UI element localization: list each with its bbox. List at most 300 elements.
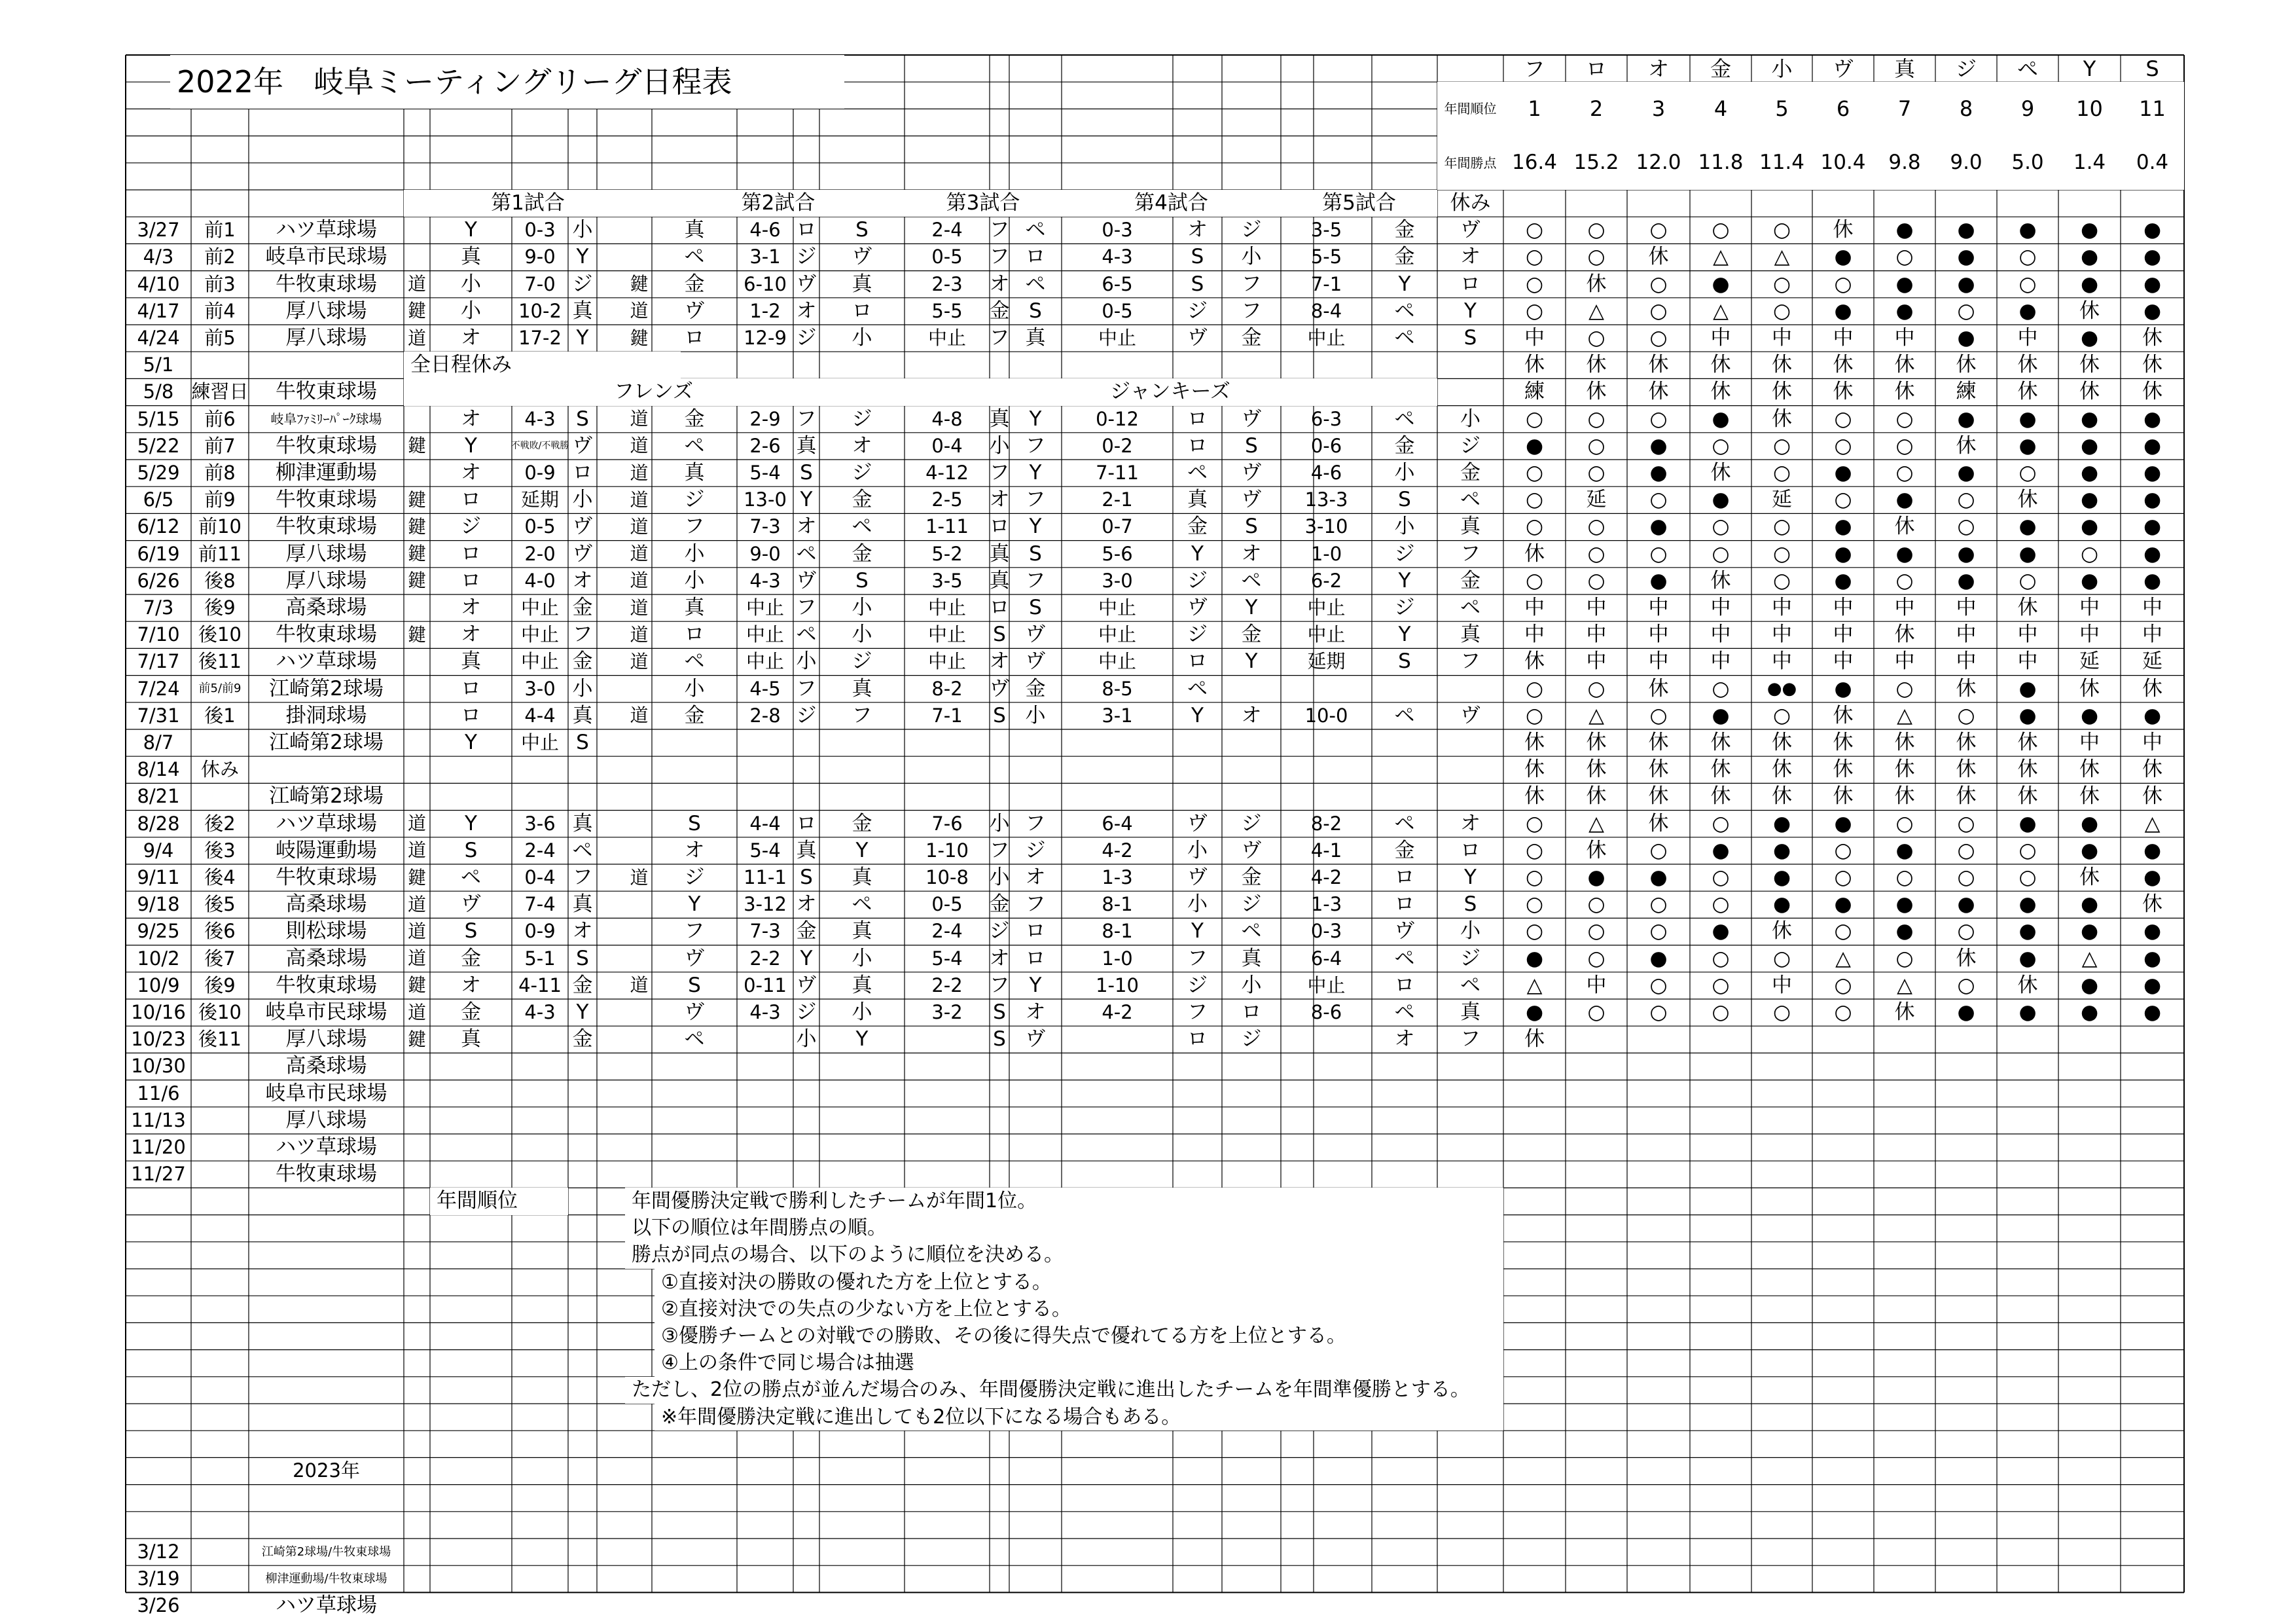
team-result: 中 bbox=[2017, 649, 2038, 674]
next-year-venue: 江崎第2球場/牛牧東球場 bbox=[261, 1544, 391, 1559]
match-score: 4-3 bbox=[749, 1001, 781, 1024]
match-away: ロ bbox=[1187, 1027, 1208, 1051]
match-home: オ bbox=[1025, 1000, 1046, 1025]
match-score: 中止 bbox=[927, 623, 966, 646]
row-rest: 小 bbox=[1460, 407, 1480, 431]
gk-mark: 鍵 bbox=[407, 435, 426, 457]
match-score: 8-4 bbox=[1310, 299, 1342, 322]
match-score: 中止 bbox=[1098, 650, 1136, 673]
match-score: 2-1 bbox=[1102, 488, 1133, 511]
team-result: 休 bbox=[2079, 866, 2100, 890]
team-result: 休 bbox=[1648, 676, 1669, 701]
match-away: ペ bbox=[1394, 326, 1415, 350]
match-score: 4-2 bbox=[1102, 839, 1133, 862]
team-result: 中 bbox=[2017, 326, 2038, 350]
match-score: 11-1 bbox=[744, 866, 787, 889]
team-result: △ bbox=[2144, 811, 2161, 835]
match-home: オ bbox=[461, 461, 481, 485]
team-result: ○ bbox=[1587, 892, 1605, 917]
team-result: △ bbox=[1713, 299, 1729, 323]
team-result: ○ bbox=[1895, 407, 1914, 431]
match-score: 8-5 bbox=[1102, 677, 1133, 700]
team-result: 中 bbox=[2079, 731, 2100, 755]
team-result: 休 bbox=[2079, 676, 2100, 701]
match-score: 6-4 bbox=[1102, 812, 1133, 835]
match-away: S bbox=[576, 946, 589, 970]
match-away: 小 bbox=[1187, 892, 1208, 917]
match-score: 0-3 bbox=[1102, 219, 1133, 242]
match-score: 中止 bbox=[1307, 623, 1346, 646]
match-home: S bbox=[688, 973, 701, 997]
match-away: ロ bbox=[1187, 649, 1208, 674]
match-away: ロ bbox=[1394, 866, 1415, 890]
team-result: ● bbox=[2080, 892, 2099, 917]
row-round: 後3 bbox=[204, 839, 236, 862]
match-home: オ bbox=[461, 326, 481, 350]
team-result: 休 bbox=[1956, 676, 1977, 701]
next-year-date: 3/26 bbox=[137, 1594, 180, 1617]
match-home: フ bbox=[684, 515, 705, 539]
match-score: 中止 bbox=[927, 650, 966, 673]
match-away: S bbox=[800, 866, 813, 890]
team-result: 休 bbox=[2017, 973, 2038, 997]
match-home: 金 bbox=[461, 946, 481, 970]
match-away: ジ bbox=[1394, 596, 1415, 620]
match-home: ペ bbox=[684, 1027, 705, 1051]
team-result: ● bbox=[1834, 461, 1852, 485]
match-away: ジ bbox=[572, 272, 593, 296]
match-score: 4-11 bbox=[518, 974, 562, 996]
match-score: 0-5 bbox=[931, 893, 963, 916]
match-home: 真 bbox=[461, 649, 481, 674]
team-result: 休 bbox=[2142, 676, 2162, 701]
match-away: フ bbox=[1187, 1000, 1208, 1025]
team-result: ○ bbox=[1895, 461, 1914, 485]
match-score: 4-4 bbox=[749, 812, 781, 835]
row-date: 10/9 bbox=[137, 974, 180, 996]
team-result: ● bbox=[1834, 568, 1852, 593]
team-result: ○ bbox=[1649, 407, 1668, 431]
team-result: 休 bbox=[1772, 407, 1792, 431]
match-away: S bbox=[1398, 649, 1411, 674]
team-result: ● bbox=[1834, 892, 1852, 917]
team-result: ● bbox=[2018, 1000, 2037, 1025]
team-result: 中 bbox=[1648, 649, 1669, 674]
match-score: 12-9 bbox=[744, 327, 787, 350]
match-away: 小 bbox=[572, 488, 593, 512]
team-result: 中 bbox=[1772, 596, 1792, 620]
match-away: ジ bbox=[1187, 623, 1208, 647]
match-away: オ bbox=[572, 919, 593, 943]
match-home: ジ bbox=[1241, 218, 1262, 242]
team-result: ● bbox=[2143, 866, 2162, 890]
gk-mark: 鍵 bbox=[407, 300, 426, 322]
match-away: 金 bbox=[989, 892, 1010, 917]
team-result: ● bbox=[2080, 568, 2099, 593]
gk-mark: 鍵 bbox=[630, 327, 649, 349]
team-points: 10.4 bbox=[1812, 136, 1874, 190]
team-result: ○ bbox=[1834, 919, 1852, 943]
team-result: ○ bbox=[1525, 272, 1544, 296]
gk-mark: 鍵 bbox=[407, 515, 426, 538]
row-date: 9/25 bbox=[137, 920, 180, 943]
team-result: ● bbox=[1712, 919, 1730, 943]
row-venue: 牛牧東球場 bbox=[276, 623, 377, 647]
match-away: S bbox=[1398, 488, 1411, 512]
match-score: 8-2 bbox=[931, 677, 963, 700]
team-result: ○ bbox=[1712, 811, 1730, 835]
match-home: フ bbox=[684, 919, 705, 943]
match-score: 8-6 bbox=[1310, 1001, 1342, 1024]
match-score: 6-3 bbox=[1310, 407, 1342, 430]
match-away: 真 bbox=[1187, 488, 1208, 512]
row-date: 8/14 bbox=[137, 758, 180, 781]
team-result: 中 bbox=[2017, 623, 2038, 647]
row-date: 7/17 bbox=[137, 650, 180, 673]
team-result: 休 bbox=[1833, 757, 1854, 782]
match-away: ロ bbox=[1187, 407, 1208, 431]
team-result: ● bbox=[1712, 838, 1730, 862]
match-away: フ bbox=[989, 838, 1010, 862]
match-away: 小 bbox=[989, 866, 1010, 890]
match-score: 9-0 bbox=[749, 542, 781, 565]
team-result: ○ bbox=[1895, 676, 1914, 701]
match-away: フ bbox=[572, 623, 593, 647]
row-venue: 岐阜市民球場 bbox=[265, 245, 387, 269]
team-result: 休 bbox=[2079, 757, 2100, 782]
team-result: 延 bbox=[1586, 488, 1607, 512]
row-round: 前8 bbox=[204, 462, 236, 484]
team-result: ● bbox=[2018, 433, 2037, 458]
match-score: 3-10 bbox=[1304, 515, 1348, 538]
match-away: ジ bbox=[1187, 568, 1208, 593]
team-result: 中 bbox=[2142, 623, 2162, 647]
match-home: ロ bbox=[461, 703, 481, 727]
row-round: 前7 bbox=[204, 434, 236, 457]
note-line: ④上の条件で同じ場合は抽選 bbox=[655, 1350, 1503, 1377]
team-result: ○ bbox=[1895, 866, 1914, 890]
match-home: 真 bbox=[461, 245, 481, 269]
team-result: 休 bbox=[1524, 1027, 1545, 1051]
match-home: ジ bbox=[852, 649, 872, 674]
match-home: S bbox=[855, 568, 869, 593]
team-result: ● bbox=[1712, 407, 1730, 431]
row-venue: 厚八球場 bbox=[285, 1108, 367, 1132]
team-rank: 4 bbox=[1690, 82, 1751, 136]
team-result: ○ bbox=[1525, 515, 1544, 539]
team-result: 休 bbox=[2079, 353, 2100, 377]
row-rest: ロ bbox=[1460, 272, 1480, 296]
row-venue: 高桑球場 bbox=[285, 892, 367, 917]
team-abbr: フ bbox=[1524, 56, 1545, 81]
gk-mark: 鍵 bbox=[407, 570, 426, 592]
match-away: 金 bbox=[1394, 218, 1415, 242]
row-venue: ハツ草球場 bbox=[276, 1135, 377, 1159]
row-date: 11/27 bbox=[131, 1163, 186, 1186]
match-score: 9-0 bbox=[524, 246, 556, 268]
match-away: 小 bbox=[989, 433, 1010, 458]
match-score: 5-6 bbox=[1102, 542, 1133, 565]
row-venue: 岐陽運動場 bbox=[276, 838, 377, 862]
match-away: ヴ bbox=[572, 515, 593, 539]
gk-mark: 鍵 bbox=[407, 488, 426, 511]
gk-mark: 鍵 bbox=[407, 866, 426, 888]
row-date: 5/1 bbox=[143, 354, 174, 376]
note-line: ただし、2位の勝点が並んだ場合のみ、年間優勝決定戦に進出したチームを年間準優勝とする。 bbox=[625, 1377, 1503, 1404]
team-result: ○ bbox=[1649, 973, 1668, 997]
match-home: ペ bbox=[684, 433, 705, 458]
team-result: ○ bbox=[2080, 541, 2099, 566]
match-home: フ bbox=[1025, 811, 1046, 835]
match-score: 6-4 bbox=[1310, 947, 1342, 970]
team-points: 12.0 bbox=[1627, 136, 1690, 190]
match-score: 中止 bbox=[1098, 596, 1136, 619]
match-home: 金 bbox=[1241, 623, 1262, 647]
match-home: ジ bbox=[1241, 1027, 1262, 1051]
match-away: ペ bbox=[796, 623, 817, 647]
match-away: ペ bbox=[1394, 407, 1415, 431]
match-score: 5-4 bbox=[749, 839, 781, 862]
team-result: ○ bbox=[1712, 433, 1730, 458]
team-result: ○ bbox=[1525, 811, 1544, 835]
match-home: オ bbox=[461, 596, 481, 620]
match-score: 7-1 bbox=[1310, 272, 1342, 295]
team-result: ○ bbox=[1834, 433, 1852, 458]
match-score: 2-4 bbox=[524, 839, 556, 862]
team-points: 5.0 bbox=[1997, 136, 2058, 190]
team-result: ● bbox=[1712, 272, 1730, 296]
match-score: 4-3 bbox=[749, 569, 781, 592]
team-result: 休 bbox=[1772, 731, 1792, 755]
match-score: 不戦敗/不戦勝 bbox=[511, 441, 569, 452]
match-score: 4-4 bbox=[524, 704, 556, 727]
team-result: 休 bbox=[1833, 731, 1854, 755]
match-score: 7-4 bbox=[524, 893, 556, 916]
team-result: ● bbox=[1895, 919, 1914, 943]
match-home: ペ bbox=[852, 515, 872, 539]
friends-label: フレンズ bbox=[404, 378, 903, 405]
match-away: 真 bbox=[796, 433, 817, 458]
match-home: ペ bbox=[1241, 919, 1262, 943]
match-away: ヴ bbox=[796, 272, 817, 296]
team-result: 休 bbox=[1772, 380, 1792, 404]
row-round: 後6 bbox=[204, 920, 236, 943]
team-result: △ bbox=[2081, 946, 2098, 970]
gk-mark: 道 bbox=[407, 839, 426, 862]
match-away: ジ bbox=[796, 326, 817, 350]
team-result: ○ bbox=[1525, 703, 1544, 727]
match-home: ヴ bbox=[1025, 649, 1046, 674]
team-result: 中 bbox=[1894, 326, 1915, 350]
match-home: オ bbox=[461, 973, 481, 997]
match-score: 4-12 bbox=[925, 462, 969, 484]
gk-mark: 道 bbox=[630, 462, 649, 484]
team-abbr: 小 bbox=[1771, 56, 1793, 81]
team-result: 中 bbox=[1956, 596, 1977, 620]
team-result: 休 bbox=[1956, 784, 1977, 809]
match-away: 金 bbox=[572, 973, 593, 997]
match-away: Y bbox=[800, 946, 813, 970]
match-away: ヴ bbox=[1394, 919, 1415, 943]
match-home: ロ bbox=[461, 676, 481, 701]
row-venue: 岐阜ﾌｧﾐﾘｰﾊﾟｰｸ球場 bbox=[270, 411, 382, 428]
match-score: 6-2 bbox=[1310, 569, 1342, 592]
match-home: 小 bbox=[852, 1000, 872, 1025]
match-score: 1-0 bbox=[1102, 947, 1133, 970]
team-result: 休 bbox=[1648, 245, 1669, 269]
team-result: 中 bbox=[1833, 623, 1854, 647]
match-away: 真 bbox=[989, 541, 1010, 566]
match-home: 金 bbox=[684, 703, 705, 727]
team-result: ● bbox=[1834, 541, 1852, 566]
team-result: 休 bbox=[1833, 784, 1854, 809]
next-year-venue: 柳津運動場/牛牧東球場 bbox=[265, 1571, 387, 1586]
team-result: ○ bbox=[1772, 703, 1791, 727]
row-venue: ハツ草球場 bbox=[276, 218, 377, 242]
note-line: ②直接対決での失点の少ない方を上位とする。 bbox=[655, 1296, 1503, 1322]
team-result: 休 bbox=[1894, 1000, 1915, 1025]
team-result: ○ bbox=[1587, 433, 1605, 458]
row-round bbox=[191, 1107, 249, 1134]
team-result: 休 bbox=[2142, 326, 2162, 350]
match-home: ヴ bbox=[684, 946, 705, 970]
match-away: フ bbox=[989, 218, 1010, 242]
team-result: ● bbox=[1895, 299, 1914, 323]
team-result: ○ bbox=[2018, 866, 2037, 890]
match-home: ペ bbox=[461, 866, 481, 890]
match-home: 小 bbox=[852, 623, 872, 647]
team-result: ● bbox=[1772, 838, 1791, 862]
match-score: 0-5 bbox=[931, 246, 963, 268]
gk-mark: 道 bbox=[630, 650, 649, 672]
team-result: ● bbox=[2080, 272, 2099, 296]
match-home: 真 bbox=[852, 272, 872, 296]
team-result: ● bbox=[1772, 892, 1791, 917]
team-result: ○ bbox=[1649, 703, 1668, 727]
team-result: ● bbox=[2143, 245, 2162, 269]
row-date: 4/10 bbox=[137, 272, 180, 295]
jankees-label: ジャンキーズ bbox=[903, 378, 1437, 405]
match-score: 中止 bbox=[927, 596, 966, 619]
team-result: ○ bbox=[1895, 433, 1914, 458]
team-result: ● bbox=[2143, 568, 2162, 593]
match-home: Y bbox=[465, 433, 477, 458]
row-venue: 牛牧東球場 bbox=[276, 433, 377, 458]
team-result: ● bbox=[1957, 1000, 1975, 1025]
match-away: 金 bbox=[1394, 838, 1415, 862]
team-result: 休 bbox=[1710, 461, 1731, 485]
team-result: ● bbox=[1895, 218, 1914, 242]
row-date: 5/29 bbox=[137, 462, 180, 484]
match-away: ロ bbox=[1394, 892, 1415, 917]
team-result: ● bbox=[1712, 488, 1730, 512]
team-result: 休 bbox=[1586, 757, 1607, 782]
row-rest: S bbox=[1463, 892, 1477, 917]
team-result: 中 bbox=[1524, 326, 1545, 350]
match-home: オ bbox=[1241, 541, 1262, 566]
team-result: ● bbox=[2018, 541, 2037, 566]
team-result: △ bbox=[1897, 703, 1912, 727]
match-home: 金 bbox=[461, 1000, 481, 1025]
team-result: ● bbox=[1525, 946, 1544, 970]
team-result: ○ bbox=[1587, 245, 1605, 269]
match-home: フ bbox=[1025, 433, 1046, 458]
note-line: ①直接対決の勝敗の優れた方を上位とする。 bbox=[655, 1269, 1503, 1296]
match-away: ロ bbox=[1187, 433, 1208, 458]
row-venue: 則松球場 bbox=[285, 919, 367, 943]
team-result: 中 bbox=[1833, 596, 1854, 620]
team-result: ● bbox=[2080, 973, 2099, 997]
team-result: ● bbox=[2143, 407, 2162, 431]
team-result: ○ bbox=[1957, 299, 1975, 323]
match-score: 延期 bbox=[520, 488, 559, 511]
team-result: 休 bbox=[1524, 757, 1545, 782]
row-date: 8/7 bbox=[143, 731, 174, 754]
match-home: 金 bbox=[684, 272, 705, 296]
team-result: 中 bbox=[1586, 649, 1607, 674]
match-score: 中止 bbox=[520, 623, 559, 646]
match-score: 2-4 bbox=[931, 920, 963, 943]
team-result: ○ bbox=[1587, 1000, 1605, 1025]
match-score: 0-3 bbox=[1310, 920, 1342, 943]
team-result: 中 bbox=[1956, 623, 1977, 647]
match-score: 3-12 bbox=[744, 893, 787, 916]
team-result: 中 bbox=[2079, 596, 2100, 620]
team-result: 休 bbox=[1956, 946, 1977, 970]
match-home: Y bbox=[1029, 973, 1042, 997]
match-score: 4-5 bbox=[749, 677, 781, 700]
match-away: 金 bbox=[1394, 433, 1415, 458]
match-home: ペ bbox=[1025, 218, 1046, 242]
team-result: ● bbox=[2080, 461, 2099, 485]
row-round: 前2 bbox=[204, 246, 236, 268]
match-home: Y bbox=[688, 892, 701, 917]
match-score: 中止 bbox=[1098, 623, 1136, 646]
match-away: ジ bbox=[1394, 541, 1415, 566]
match-home: 小 bbox=[1241, 973, 1262, 997]
match-away: オ bbox=[572, 568, 593, 593]
team-abbr: ペ bbox=[2017, 56, 2038, 81]
team-result: 休 bbox=[2017, 784, 2038, 809]
match-home: Y bbox=[1029, 407, 1042, 431]
match-score: 2-2 bbox=[931, 974, 963, 996]
match-home: ロ bbox=[461, 568, 481, 593]
row-round: 前6 bbox=[204, 407, 236, 430]
team-result: 休 bbox=[1833, 218, 1854, 242]
row-venue: 柳津運動場 bbox=[276, 461, 377, 485]
team-result: ○ bbox=[1587, 461, 1605, 485]
match-away: 小 bbox=[796, 649, 817, 674]
team-result: 休 bbox=[2079, 380, 2100, 404]
team-result: ● bbox=[1525, 433, 1544, 458]
team-result: ○ bbox=[1772, 299, 1791, 323]
match-score: 0-4 bbox=[931, 434, 963, 457]
row-venue bbox=[249, 352, 404, 378]
match-away: フ bbox=[796, 596, 817, 620]
row-venue: 厚八球場 bbox=[285, 299, 367, 323]
row-venue: 高桑球場 bbox=[285, 1054, 367, 1078]
match-score: 1-0 bbox=[1310, 542, 1342, 565]
match-score: 延期 bbox=[1307, 650, 1346, 673]
match-away: ジ bbox=[796, 1000, 817, 1025]
gk-mark: 道 bbox=[630, 570, 649, 592]
match-home: ジ bbox=[1025, 838, 1046, 862]
row-round: 後11 bbox=[198, 650, 242, 673]
match-score: 2-4 bbox=[931, 219, 963, 242]
team-result: 休 bbox=[2017, 596, 2038, 620]
match-away: ヴ bbox=[796, 973, 817, 997]
row-rest: 真 bbox=[1460, 1000, 1480, 1025]
